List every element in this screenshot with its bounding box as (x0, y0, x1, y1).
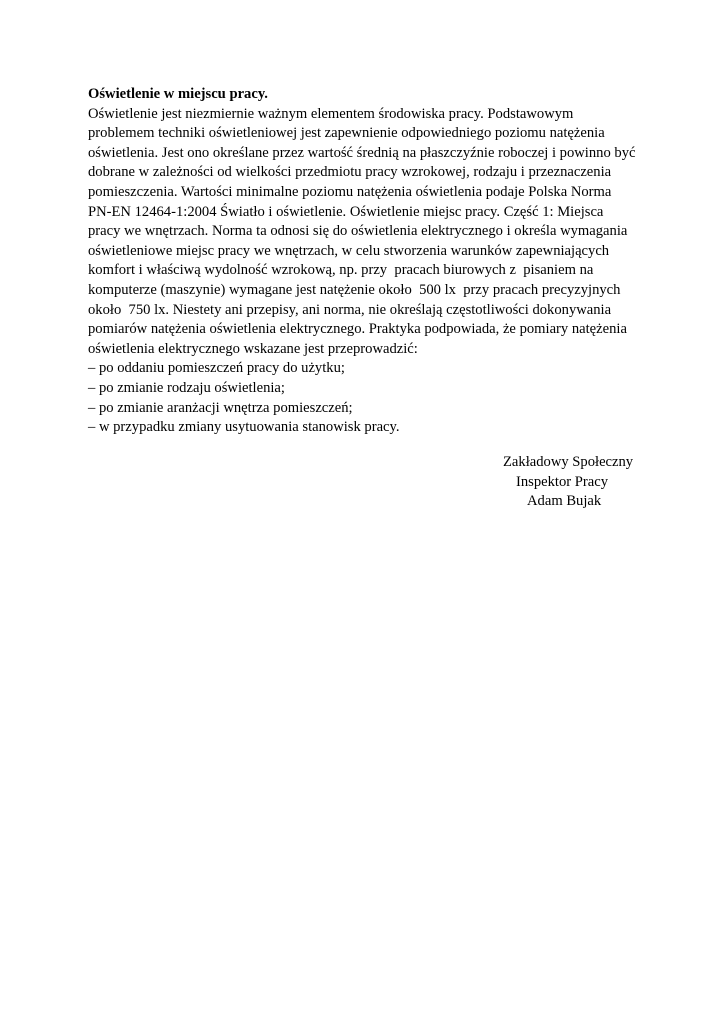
body-line: komfort i właściwą wydolność wzrokową, np. przy pracach biurowych z pisaniem na (88, 262, 594, 279)
list-item: – po oddaniu pomieszczeń pracy do użytku; (88, 360, 345, 377)
document-title: Oświetlenie w miejscu pracy. (88, 86, 268, 102)
body-line: pracy we wnętrzach. Norma ta odnosi się do oświetlenia elektrycznego i określa wymagania (88, 223, 628, 240)
body-line: oświetleniowe miejsc pracy we wnętrzach, w celu stworzenia warunków zapewniających (88, 242, 610, 259)
body-line: pomieszczenia. Wartości minimalne poziomu natężenia oświetlenia podaje Polska Norma (88, 183, 612, 200)
body-line: oświetlenia. Jest ono określane przez wartość średnią na płaszczyźnie roboczej i powinno być (88, 144, 636, 161)
measurement-conditions-list (88, 359, 648, 437)
list-item: – w przypadku zmiany usytuowania stanowisk pracy. (88, 419, 400, 436)
body-line: komputerze (maszynie) wymagane jest natężenie około 500 lx przy pracach precyzyjnych (88, 281, 621, 298)
list-item: – po zmianie rodzaju oświetlenia; (88, 379, 285, 396)
signature-name: Adam Bujak (527, 493, 602, 510)
body-line: Oświetlenie jest niezmiernie ważnym elementem środowiska pracy. Podstawowym (88, 105, 574, 122)
signature-role-line2: Inspektor Pracy (516, 473, 608, 490)
body-line: pomiarów natężenia oświetlenia elektrycznego. Praktyka podpowiada, że pomiary natężenia (88, 321, 627, 338)
body-line: oświetlenia elektrycznego wskazane jest przeprowadzić: (88, 340, 418, 357)
body-line: dobrane w zależności od wielkości przedmiotu pracy wzrokowej, rodzaju i przeznaczenia (88, 164, 612, 181)
document-body (88, 85, 648, 438)
body-line: problemem techniki oświetleniowej jest zapewnienie odpowiedniego poziomu natężenia (88, 125, 605, 142)
body-line: PN-EN 12464-1:2004 Światło i oświetlenie. Oświetlenie miejsc pracy. Część 1: Miejsca (88, 203, 604, 220)
list-item: – po zmianie aranżacji wnętrza pomieszczeń; (88, 399, 353, 416)
body-line: około 750 lx. Niestety ani przepisy, ani norma, nie określają częstotliwości dokonywania (88, 301, 612, 318)
signature-role-line1: Zakładowy Społeczny (503, 454, 634, 470)
